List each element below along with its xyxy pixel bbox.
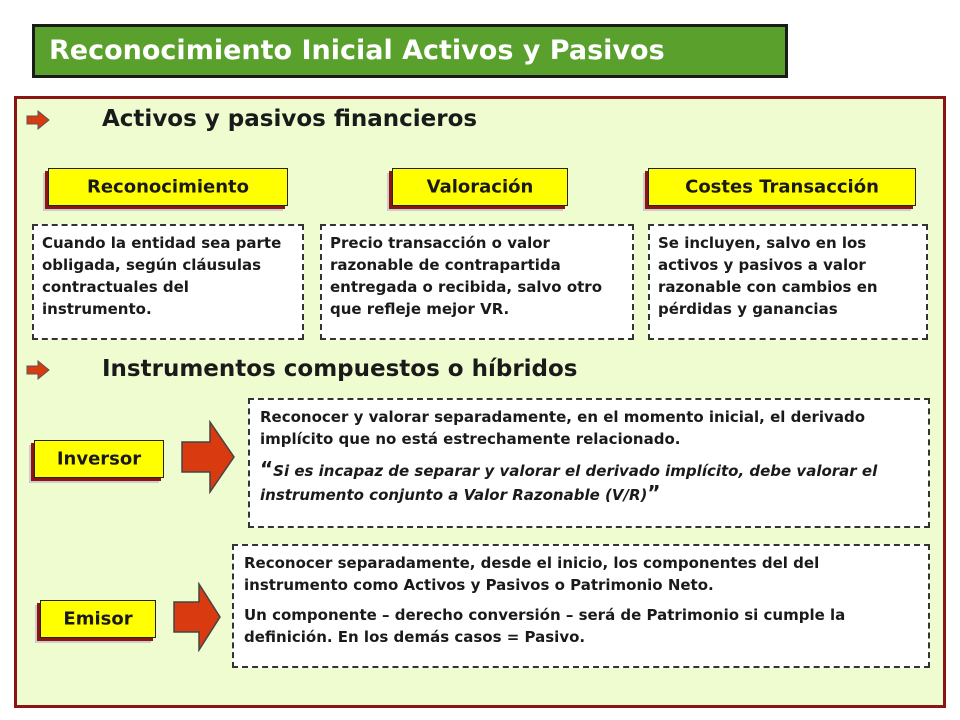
text-box-emisor: Reconocer separadamente, desde el inicio, los componentes del del instrumento como Activos y Pasivos o Patrimonio Neto. Un componente – derecho conversión – será de Patrimonio si cumple la definición. En los demás casos = Pasivo. xyxy=(232,544,930,668)
label-inversor: Inversor xyxy=(34,440,164,478)
section-heading-hybrid: Instrumentos compuestos o híbridos xyxy=(102,356,578,382)
label-reconocimiento: Reconocimiento xyxy=(48,168,288,206)
text-box-reconocimiento: Cuando la entidad sea parte obligada, según cláusulas contractuales del instrumento. xyxy=(32,224,304,340)
bullet-arrow-icon xyxy=(26,110,50,130)
section-heading-financial: Activos y pasivos financieros xyxy=(102,106,478,132)
bullet-arrow-icon xyxy=(26,360,50,380)
label-emisor: Emisor xyxy=(40,600,156,638)
page-title: Reconocimiento Inicial Activos y Pasivos xyxy=(49,35,665,66)
right-arrow-icon xyxy=(180,420,236,494)
text-box-inversor: Reconocer y valorar separadamente, en el momento inicial, el derivado implícito que no está estrechamente relacionado. “Si es incapaz de separar y valorar el derivado implícito, debe valorar el instrumento conjunto a Valor Razonable (V/R)” xyxy=(248,398,930,528)
label-costes-transaccion: Costes Transacción xyxy=(648,168,916,206)
text-box-valoracion: Precio transacción o valor razonable de contrapartida entregada o recibida, salvo otro que refleje mejor VR. xyxy=(320,224,634,340)
right-arrow-icon xyxy=(172,582,222,652)
text-box-costes: Se incluyen, salvo en los activos y pasivos a valor razonable con cambios en pérdidas y ganancias xyxy=(648,224,928,340)
title-banner xyxy=(32,24,788,78)
label-valoracion: Valoración xyxy=(392,168,568,206)
